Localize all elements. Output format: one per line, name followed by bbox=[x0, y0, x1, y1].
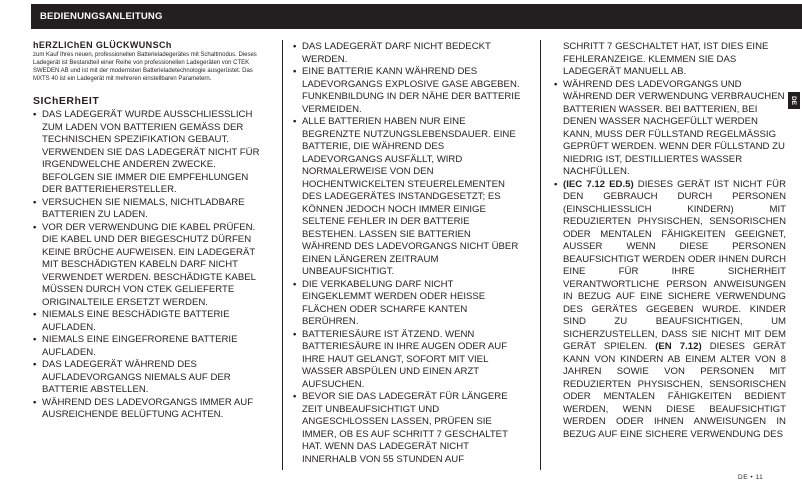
list-item: • DAS LADEGERÄT WÄHREND DES AUFLADEVORGANGS NIEMALS AUF DER BATTERIE ABSTELLEN. bbox=[33, 359, 269, 397]
list-item: • BATTERIESÄURE IST ÄTZEND. WENN BATTERIESÄURE IN IHRE AUGEN ODER AUF IHRE HAUT GELANGT, SOFORT MIT VIEL WASSER ABSPÜLEN UND EINEN ARZT AUFSUCHEN. bbox=[293, 329, 521, 392]
iec-reference: (IEC 7.12 ED.5) bbox=[563, 178, 634, 190]
list-item: • NIEMALS EINE BESCHÄDIGTE BATTERIE AUFLADEN. bbox=[33, 309, 269, 334]
list-item: • ALLE BATTERIEN HABEN NUR EINE BEGRENZTE NUTZUNGSLEBENSDAUER. EINE BATTERIE, DIE WÄHREND DES LADEVORGANGS AUSFÄLLT, WIRD NORMALERWEISE VON DEN HOCHENTWICKELTEN STEUERELEMENTEN DES LADEGERÄTES INSTANDGESETZT; ES KÖNNEN JEDOCH NOCH IMMER EINIGE SELTENE FEHLER IN DER BATTERIE BESTEHEN. LASSEN SIE BATTERIEN WÄHREND DES LADEVORGANGS NICHT ÜBER EINEN LÄNGEREN ZEITRAUM UNBEAUFSICHTIGT. bbox=[293, 116, 521, 279]
safety-list-col1 bbox=[33, 109, 269, 422]
list-item: • EINE BATTERIE KANN WÄHREND DES LADEVORGANGS EXPLOSIVE GASE ABGEBEN. FUNKENBILDUNG IN DER NÄHE DER BATTERIE VERMEIDEN. bbox=[293, 66, 521, 116]
language-tab bbox=[788, 92, 800, 109]
list-item: • WÄHREND DES LADEVORGANGS IMMER AUF AUSREICHENDE BELÜFTUNG ACHTEN. bbox=[33, 397, 269, 422]
column-1 bbox=[33, 40, 269, 422]
page-footer bbox=[738, 474, 763, 481]
list-item: • DAS LADEGERÄT WURDE AUSSCHLIESSLICH ZUM LADEN VON BATTERIEN GEMÄSS DER TECHNISCHEN SPEZIFIKATION GEBAUT. VERWENDEN SIE DAS LADEGERÄT NICHT FÜR IRGENDWELCHE ANDEREN ZWECKE. BEFOLGEN SIE IMMER DIE EMPFEHLUNGEN DER BATTERIEHERSTELLER. bbox=[33, 109, 269, 197]
page-number: 11 bbox=[755, 474, 764, 481]
list-item: • BEVOR SIE DAS LADEGERÄT FÜR LÄNGERE ZEIT UNBEAUFSICHTIGT UND ANGESCHLOSSEN LASSEN, PRÜFEN SIE IMMER, OB ES AUF SCHRITT 7 GESCHALTET HAT. WENN DAS LADEGERÄT NICHT INNERHALB VON 55 STUNDEN AUF bbox=[293, 391, 521, 466]
header-bar bbox=[31, 4, 802, 29]
list-item: • WÄHREND DES LADEVORGANGS UND WÄHREND DER VERWENDUNG VERBRAUCHEN BATTERIEN WASSER. BEI BATTERIEN, BEI DENEN WASSER NACHGEFÜLLT WERDEN KANN, MUSS DER FÜLLSTAND REGELMÄSSIG GEPRÜFT WERDEN. WENN DER FÜLLSTAND ZU NIEDRIG IST, DESTILLIERTES WASSER NACHFÜLLEN. bbox=[554, 79, 786, 179]
list-item: • VOR DER VERWENDUNG DIE KABEL PRÜFEN. DIE KABEL UND DER BIEGESCHUTZ DÜRFEN KEINE BRÜCHE AUFWEISEN. EIN LADEGERÄT MIT BESCHÄDIGTEN KABELN DARF NICHT VERWENDET WERDEN. BESCHÄDIGTE KABEL MÜSSEN DURCH VON CTEK GELIEFERTE ORIGINALTEILE ERSETZT WERDEN. bbox=[33, 222, 269, 310]
column-divider-2 bbox=[540, 40, 541, 470]
safety-heading: SIChERhEIT bbox=[33, 95, 100, 107]
en-reference: (EN 7.12) bbox=[655, 341, 702, 352]
list-item: • NIEMALS EINE EINGEFRORENE BATTERIE AUFLADEN. bbox=[33, 334, 269, 359]
greeting-heading: hERZLIChEN GLÜCKWUNSCh bbox=[33, 40, 172, 50]
column-2 bbox=[293, 41, 521, 466]
footer-lang: DE bbox=[738, 474, 749, 481]
list-item: • DAS LADEGERÄT DARF NICHT BEDECKT WERDEN. bbox=[293, 41, 521, 66]
safety-list-col3 bbox=[554, 41, 786, 441]
language-tab-label: DE bbox=[790, 95, 798, 106]
en-text: DIESES GERÄT KANN VON KINDERN AB EINEM ALTER VON 8 JAHREN SOWIE VON PERSONEN MIT REDUZIERTEN PHYSISCHEN, SENSORISCHEN ODER MENTALEN FÄHIGKEITEN BEDIENT WERDEN, WENN DIESE BEAUFSICHTIGT WERDEN ODER IHNEN ANWEISUNGEN IN BEZUG AUF EINE SICHERE VERWENDUNG DES bbox=[563, 341, 786, 440]
iec-text: DIESES GERÄT IST NICHT FÜR DEN GEBRAUCH DURCH PERSONEN (EINSCHLIESSLICH KINDERN) MIT REDUZIERTEN PHYSISCHEN, SENSORISCHEN ODER MENTALEN FÄHIGKEITEN GEEIGNET, AUSSER WENN DIESE PERSONEN BEAUFSICHTIGT WERDEN ODER IHNEN DURCH EINE FÜR IHRE SICHERHEIT VERANTWORTLICHE PERSON ANWEISUNGEN IN BEZUG AUF EINE SICHERE VERWENDUNG DES GERÄTES GEGEBEN WURDE. KINDER SIND ZU BEAUFSICHTIGEN, UM SICHERZUSTELLEN, DASS SIE NICHT MIT DEM GERÄT SPIELEN. bbox=[563, 178, 786, 352]
list-item-continuation: SCHRITT 7 GESCHALTET HAT, IST DIES EINE FEHLERANZEIGE. KLEMMEN SIE DAS LADEGERÄT MANUELL AB. bbox=[563, 41, 769, 77]
page-header-title: BEDIENUNGSANLEITUNG bbox=[40, 11, 163, 22]
column-divider-1 bbox=[282, 40, 283, 470]
list-item: • DIE VERKABELUNG DARF NICHT EINGEKLEMMT WERDEN ODER HEISSE FLÄCHEN ODER SCHARFE KANTEN BERÜHREN. bbox=[293, 279, 521, 329]
footer-separator: • bbox=[750, 474, 754, 481]
safety-list-col2 bbox=[293, 41, 521, 466]
list-item: • VERSUCHEN SIE NIEMALS, NICHTLADBARE BATTERIEN ZU LADEN. bbox=[33, 197, 269, 222]
list-item-iec bbox=[554, 179, 786, 442]
greeting-text: zum Kauf Ihres neuen, professionellen Batterieladegerätes mit Schaltmodus. Dieses Ladegerät ist Bestandteil einer Reihe von professionellen Ladegeräten von CTEK SWEDEN AB und ist mit der modernsten Batterieladetechnologie ausgerüstet. Das MXTS 40 ist ein Ladegerät mit mehreren einstellbaren Parametern. bbox=[33, 52, 257, 82]
column-3 bbox=[554, 41, 786, 441]
